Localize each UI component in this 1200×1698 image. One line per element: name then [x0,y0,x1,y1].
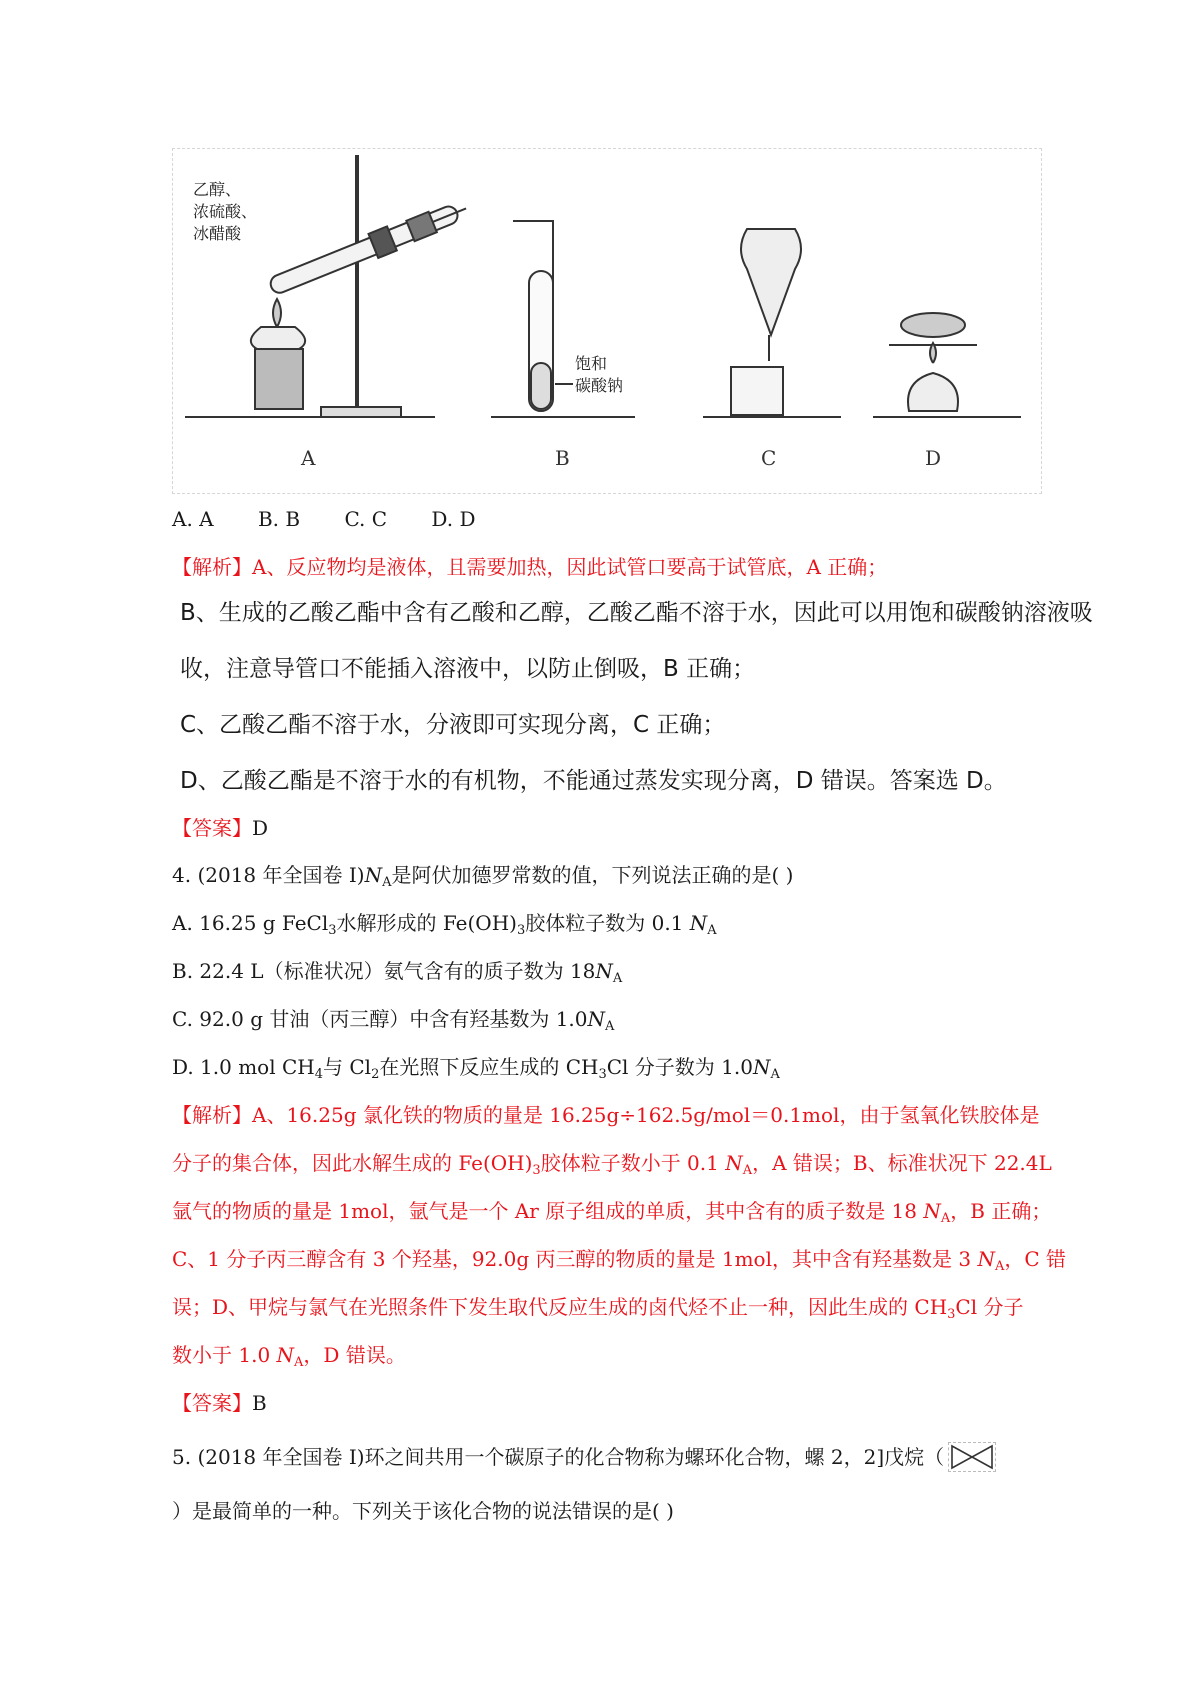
caption-d: D [925,446,942,470]
analysis-text: A、反应物均是液体，且需要加热，因此试管口要高于试管底，A 正确； [252,555,888,579]
q3-option-d: D. D [431,507,476,531]
q4-analysis-line6: 数小于 1.0 $N_A$，D 错误。 [172,1343,406,1370]
q4-analysis-line2: 分子的集合体，因此水解生成的 $Fe(OH)_3$胶体粒子数小于 0.1 $N_A$，A 错误；B、标准状况下 22.4L [172,1151,1052,1178]
q3-answer [172,814,268,842]
answer-tag: 【答案】 [172,1391,252,1415]
apparatus-drawing [173,149,1041,493]
caption-b: B [555,446,570,470]
answer-value: B [252,1391,267,1415]
q3-analysis-line1 [172,553,887,581]
label-b-line2: 碳酸钠 [575,376,624,395]
beaker-c [731,367,783,415]
caption-a: A [301,446,316,470]
q4-analysis-line4: C、1 分子丙三醇含有 3 个羟基，92.0g 丙三醇的物质的量是 1mol，其中含有羟基数是 3 $N_A$，C 错 [172,1247,1067,1274]
label-b-line1: 饱和 [575,354,608,373]
label-a-line1: 乙醇、 [193,180,242,199]
spiropentane-icon [948,1442,996,1472]
q3-option-b: B. B [257,507,301,531]
flame-d [930,343,936,363]
q4-option-b: B. 22.4 L（标准状况）氨气含有的质子数为 $18N_A$ [172,959,623,986]
q3-options [172,505,513,533]
q4-number: 4. (2018 年全国卷 I) [172,863,365,887]
q4-stem [172,861,793,889]
q4-stem-text: 是阿伏加德罗常数的值，下列说法正确的是( ) [391,863,794,887]
q4-option-c: C. 92.0 g 甘油（丙三醇）中含有羟基数为 $1.0N_A$ [172,1007,615,1034]
caption-c: C [761,446,777,470]
analysis-tag: 【解析】 [172,555,252,579]
lamp-d [908,373,958,411]
q3-analysis-line5: D、乙酸乙酯是不溶于水的有机物，不能通过蒸发实现分离，D 错误。答案选 D。 [180,768,1007,794]
lamp-a-body [251,327,305,349]
q3-option-a: A. A [172,507,214,531]
q4-option-d: D. 1.0 mol $CH_4$与 $Cl_2$在光照下反应生成的 $CH_3Cl$ 分子数为 $1.0N_A$ [172,1055,780,1082]
solution-b [531,363,551,409]
label-a-line3: 冰醋酸 [193,224,242,243]
label-a-line2: 浓硫酸、 [193,202,258,221]
q5-stem-line1: 5. (2018 年全国卷 I)环之间共用一个碳原子的化合物称为螺环化合物，螺 2，2]戊烷（ [172,1443,996,1474]
stand-base [321,407,401,417]
sep-funnel-c [741,229,801,335]
evap-dish-d [901,313,965,337]
q4-analysis-line3: 氩气的物质的量是 1mol，氩气是一个 Ar 原子组成的单质，其中含有的质子数是 18 $N_A$，B 正确； [172,1199,1052,1226]
lamp-a-block [255,349,303,409]
na-symbol: $N_A$ [364,863,392,890]
answer-tag: 【答案】 [172,816,252,840]
answer-value: D [252,816,269,840]
q3-analysis-line3: 收，注意导管口不能插入溶液中，以防止倒吸，B 正确； [180,656,756,682]
q4-analysis-line5: 误；D、甲烷与氯气在光照条件下发生取代反应生成的卤代烃不止一种，因此生成的 $CH_3Cl$ 分子 [172,1295,1024,1322]
apparatus-figure [172,148,1042,494]
q4-option-a: A. 16.25 g FeCl$_3$水解形成的 $Fe(OH)_3$胶体粒子数为 0.1 $N_A$ [172,911,717,938]
q4-analysis-line1: 【解析】A、16.25g 氯化铁的物质的量是 16.25g÷162.5g/mol＝0.1mol，由于氢氧化铁胶体是 [172,1103,1040,1127]
analysis-tag: 【解析】 [172,1103,252,1127]
flame-a [273,299,281,327]
q3-option-c: C. C [344,507,388,531]
q4-answer [172,1389,267,1417]
q5-stem-line2: ）是最简单的一种。下列关于该化合物的说法错误的是( ) [172,1499,674,1523]
q3-analysis-line4: C、乙酸乙酯不溶于水，分液即可实现分离，C 正确； [180,712,726,738]
q3-analysis-line2: B、生成的乙酸乙酯中含有乙酸和乙醇，乙酸乙酯不溶于水，因此可以用饱和碳酸钠溶液吸 [180,600,1093,626]
